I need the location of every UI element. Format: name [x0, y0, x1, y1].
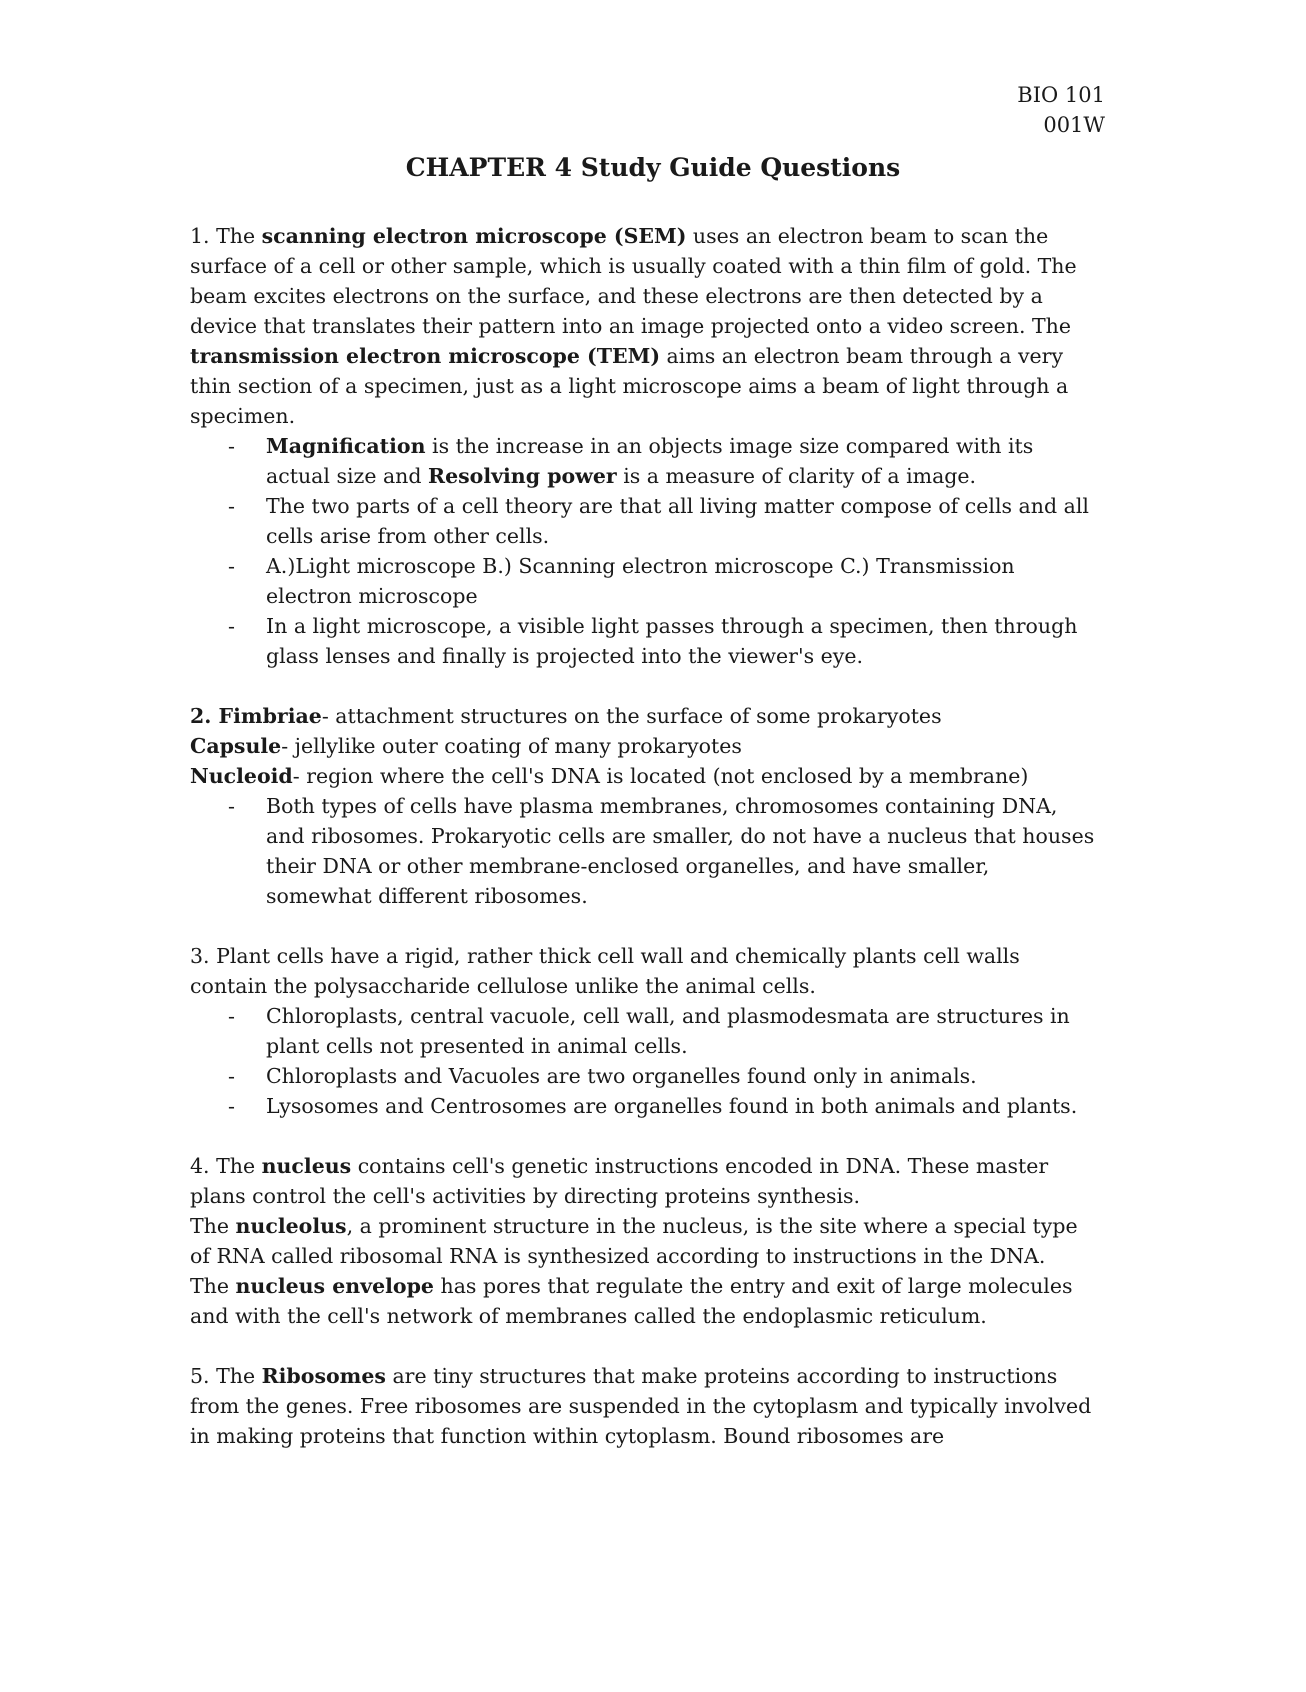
question-2-fimbriae: 2. Fimbriae- attachment structures on the surface of some prokaryotes	[190, 704, 942, 728]
term-tem: transmission electron microscope (TEM)	[190, 344, 661, 368]
question-3-bullets	[190, 1001, 1100, 1121]
question-1-bullets	[190, 431, 1100, 671]
question-5-paragraph: 5. The Ribosomes are tiny structures that make proteins according to instructions from the genes. Free ribosomes are suspended in the cytoplasm and typically involved in making proteins that function within cytoplasm. Bound ribosomes are	[190, 1364, 1092, 1448]
question-2-nucleoid: Nucleoid- region where the cell's DNA is located (not enclosed by a membrane)	[190, 764, 1029, 788]
question-4-envelope: The nucleus envelope has pores that regulate the entry and exit of large molecules and with the cell's network of membranes called the endoplasmic reticulum.	[190, 1274, 1073, 1328]
term-magnification: Magnification	[266, 434, 426, 458]
question-1-paragraph: 1. The scanning electron microscope (SEM) uses an electron beam to scan the surface of a cell or other sample, which is usually coated with a thin film of gold. The beam excites electrons on the surface, and these electrons are then detected by a device that translates their pattern into an image projected onto a video screen. The transmission electron microscope (TEM) aims an electron beam through a very thin section of a specimen, just as a light microscope aims a beam of light through a specimen.	[190, 224, 1077, 428]
question-2	[190, 701, 1100, 911]
document-body	[190, 221, 1100, 1481]
term-nucleoid: Nucleoid	[190, 764, 293, 788]
course-section: 001W	[1043, 113, 1105, 137]
term-nucleolus: nucleolus	[235, 1214, 347, 1238]
list-item: - Magnification is the increase in an objects image size compared with its actual size and Resolving power is a measure of clarity of a image.	[266, 431, 1100, 491]
term-fimbriae: Fimbriae	[218, 704, 322, 728]
question-4	[190, 1151, 1100, 1331]
term-capsule: Capsule	[190, 734, 282, 758]
list-item: - The two parts of a cell theory are that all living matter compose of cells and all cells arise from other cells.	[266, 491, 1100, 551]
question-4-nucleolus: The nucleolus, a prominent structure in the nucleus, is the site where a special type of RNA called ribosomal RNA is synthesized according to instructions in the DNA.	[190, 1214, 1078, 1268]
term-resolving-power: Resolving power	[428, 464, 617, 488]
question-4-nucleus: 4. The nucleus contains cell's genetic instructions encoded in DNA. These master plans control the cell's activities by directing proteins synthesis.	[190, 1154, 1049, 1208]
question-3	[190, 941, 1100, 1121]
term-nucleus: nucleus	[261, 1154, 352, 1178]
question-2-capsule: Capsule- jellylike outer coating of many prokaryotes	[190, 734, 742, 758]
question-3-paragraph: 3. Plant cells have a rigid, rather thick cell wall and chemically plants cell walls contain the polysaccharide cellulose unlike the animal cells.	[190, 944, 1020, 998]
list-item: - In a light microscope, a visible light passes through a specimen, then through glass lenses and finally is projected into the viewer's eye.	[266, 611, 1100, 671]
list-item: - Chloroplasts and Vacuoles are two organelles found only in animals.	[266, 1061, 1100, 1091]
list-item: - Chloroplasts, central vacuole, cell wall, and plasmodesmata are structures in plant cells not presented in animal cells.	[266, 1001, 1100, 1061]
question-1	[190, 221, 1100, 671]
list-item: - Both types of cells have plasma membranes, chromosomes containing DNA, and ribosomes. Prokaryotic cells are smaller, do not have a nucleus that houses their DNA or other membrane-enclosed organelles, and have smaller, somewhat different ribosomes.	[266, 791, 1100, 911]
list-item: - A.)Light microscope B.) Scanning electron microscope C.) Transmission electron microscope	[266, 551, 1100, 611]
question-2-bullets	[190, 791, 1100, 911]
list-item: - Lysosomes and Centrosomes are organelles found in both animals and plants.	[266, 1091, 1100, 1121]
term-ribosomes: Ribosomes	[261, 1364, 386, 1388]
course-header	[1017, 80, 1105, 140]
question-5	[190, 1361, 1100, 1451]
term-sem: scanning electron microscope (SEM)	[261, 224, 687, 248]
page-title: CHAPTER 4 Study Guide Questions	[405, 153, 901, 182]
course-code: BIO 101	[1017, 83, 1105, 107]
term-nucleus-envelope: nucleus envelope	[235, 1274, 434, 1298]
